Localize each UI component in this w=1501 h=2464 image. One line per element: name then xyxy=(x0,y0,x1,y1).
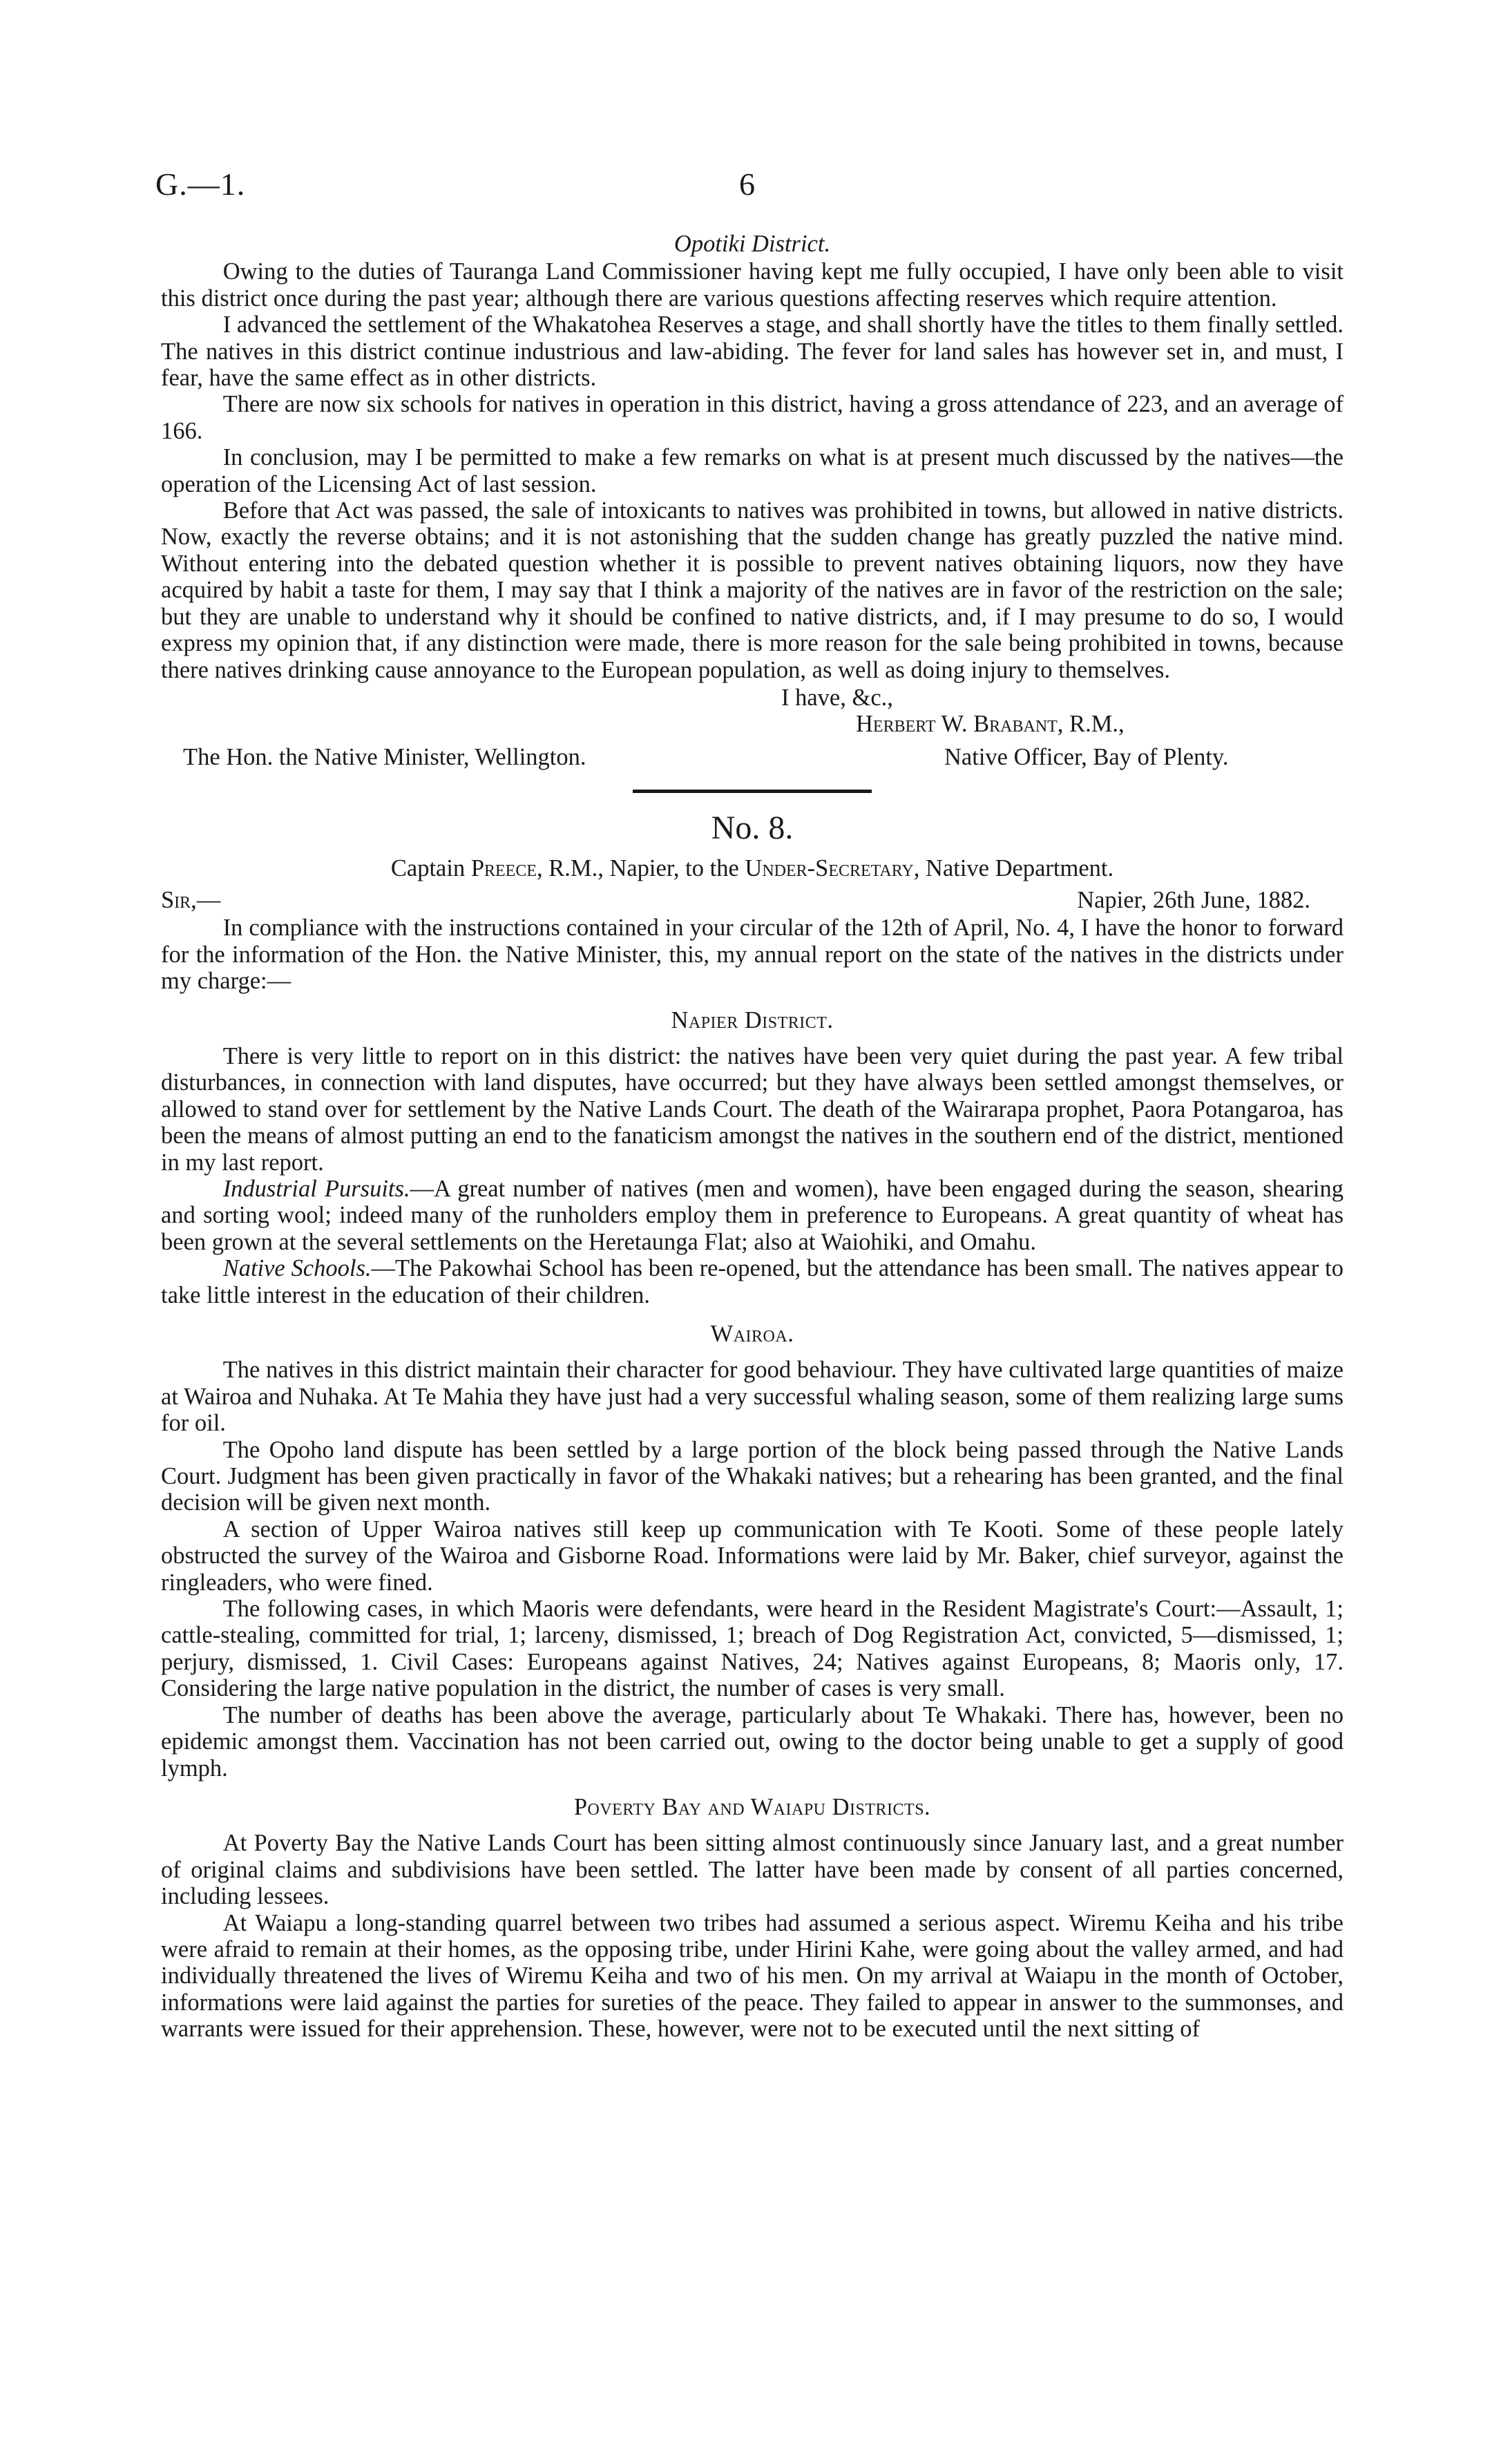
section-opotiki xyxy=(161,231,1344,780)
letter-number: No. 8. xyxy=(711,809,794,846)
page-header xyxy=(0,166,1501,214)
document-reference: G.—1. xyxy=(155,166,246,202)
paragraph: The natives in this district maintain their character for good behaviour. They have cultivated large quantities of maize at Wairoa and Nuhaka. At Te Mahia they have just had a very successful whaling season, some of them realizing large sums for oil. xyxy=(161,1357,1344,1437)
paragraph: Owing to the duties of Tauranga Land Commissioner having kept me fully occupied, I have only been able to visit this district once during the past year; although there are various questions affecting reserves which require attention. xyxy=(161,258,1344,312)
section-divider xyxy=(633,790,872,793)
closing-phrase: I have, &c., xyxy=(781,684,893,711)
letter-sign-off xyxy=(161,685,1344,780)
place-date: Napier, 26th June, 1882. xyxy=(1077,887,1310,914)
sender-name: Preece xyxy=(470,854,537,881)
page-body xyxy=(161,228,1344,2043)
salutation: Sir,— xyxy=(161,887,221,914)
section-heading-wairoa: Wairoa. xyxy=(710,1321,794,1347)
subheading-industrial: Industrial Pursuits. xyxy=(222,1175,410,1202)
paragraph: At Waiapu a long-standing quarrel between two tribes had assumed a serious aspect. Wiremu Keiha and his tribe were afraid to remain at their homes, as the opposing tribe, under Hirini Kahe, were going about the valley armed, and had individually threatened the lives of Wiremu Keiha and two of his men. On my arrival at Waiapu in the month of October, informations were laid against the parties for sureties of the peace. They failed to appear in answer to the summonses, and warrants were issued for their apprehension. These, however, were not to be executed until the next sitting of xyxy=(161,1909,1344,2043)
section-heading-napier: Napier District. xyxy=(671,1006,834,1033)
paragraph: At Poverty Bay the Native Lands Court has been sitting almost continuously since January last, and a great number of original claims and subdivisions have been settled. The latter have been made by consent of all parties concerned, including lessees. xyxy=(161,1830,1344,1910)
signatory-name: Herbert W. Brabant, R.M., xyxy=(856,710,1125,737)
recipient-name: Under-Secretary xyxy=(745,854,914,881)
signatory-title: Native Officer, Bay of Plenty. xyxy=(944,743,1229,770)
letter-intro: In compliance with the instructions contained in your circular of the 12th of April, No. 4, I have the honor to forward for the information of the Hon. the Native Minister, this, my annual report on the state of the natives in the districts under my charge:— xyxy=(161,915,1344,995)
paragraph-schools: Native Schools.—The Pakowhai School has been re-opened, but the attendance has been small. The natives appear to take little interest in the education of their children. xyxy=(161,1255,1344,1308)
section-heading-opotiki: Opotiki District. xyxy=(673,231,831,257)
letter-no-8 xyxy=(161,810,1344,2043)
paragraph: A section of Upper Wairoa natives still keep up communication with Te Kooti. Some of these people lately obstructed the survey of the Wairoa and Gisborne Road. Informations were laid by Mr. Baker, chief surveyor, against the ringleaders, who were fined. xyxy=(161,1516,1344,1596)
subheading-schools: Native Schools. xyxy=(222,1255,372,1282)
paragraph: I advanced the settlement of the Whakatohea Reserves a stage, and shall shortly have the titles to them finally settled. The natives in this district continue industrious and law-abiding. The fever for land sales has however set in, and must, I fear, have the same effect as in other districts. xyxy=(161,312,1344,392)
paragraph: The Opoho land dispute has been settled by a large portion of the block being passed through the Native Lands Court. Judgment has been given practically in favor of the Whakaki natives; but a rehearing has been granted, and the final decision will be given next month. xyxy=(161,1436,1344,1516)
paragraph: Before that Act was passed, the sale of intoxicants to natives was prohibited in towns, but allowed in native districts. Now, exactly the reverse obtains; and it is not astonishing that the sudden change has greatly puzzled the native mind. Without entering into the debated question whether it is possible to prevent natives obtaining liquors, now they have acquired by habit a taste for them, I may say that I think a majority of the natives are in favor of the restriction on the sale; but they are unable to understand why it should be confined to native districts, and, if I may presume to do so, I would express my opinion that, if any distinction were made, there is more reason for the sale being prohibited in towns, because there natives drinking cause annoyance to the European population, as well as doing injury to themselves. xyxy=(161,497,1344,683)
paragraph: The following cases, in which Maoris were defendants, were heard in the Resident Magistrate's Court:—Assault, 1; cattle-stealing, committed for trial, 1; larceny, dismissed, 1; breach of Dog Registration Act, convicted, 5—dismissed, 1; perjury, dismissed, 1. Civil Cases: Europeans against Natives, 24; Natives against Europeans, 8; Maoris only, 17. Considering the large native population in the district, the number of cases is very small. xyxy=(161,1596,1344,1702)
section-heading-poverty-bay: Poverty Bay and Waiapu Districts. xyxy=(573,1793,931,1820)
paragraph: The number of deaths has been above the average, particularly about Te Whakaki. There has, however, been no epidemic amongst them. Vaccination has not been carried out, owing to the doctor being unable to get a supply of good lymph. xyxy=(161,1701,1344,1782)
paragraph: There are now six schools for natives in operation in this district, having a gross attendance of 223, and an average of 166. xyxy=(161,391,1344,444)
paragraph: There is very little to report on in this district: the natives have been very quiet during the past year. A few tribal disturbances, in connection with land disputes, have occurred; but they have always been settled amongst themselves, or allowed to stand over for settlement by the Native Lands Court. The death of the Wairarapa prophet, Paora Potangaroa, has been the means of almost putting an end to the fanaticism amongst the natives in the southern end of the district, mentioned in my last report. xyxy=(161,1042,1344,1176)
page-number: 6 xyxy=(739,166,755,202)
letter-from-line: Captain Preece, R.M., Napier, to the Under-Secretary, Native Department. xyxy=(390,854,1114,881)
paragraph: In conclusion, may I be permitted to make a few remarks on what is at present much discussed by the natives—the operation of the Licensing Act of last session. xyxy=(161,444,1344,497)
paragraph-industrial: Industrial Pursuits.—A great number of natives (men and women), have been engaged during the season, shearing and sorting wool; indeed many of the runholders employ them in preference to Europeans. A great quantity of wheat has been grown at the several settlements on the Heretaunga Flat; also at Waiohiki, and Omahu. xyxy=(161,1175,1344,1255)
addressee: The Hon. the Native Minister, Wellington. xyxy=(183,743,586,770)
salutation-row xyxy=(161,887,1344,915)
